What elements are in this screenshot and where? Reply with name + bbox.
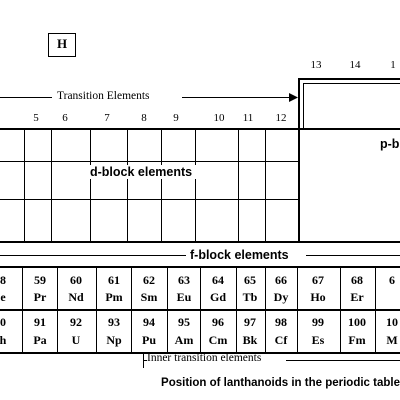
element-number: 65: [244, 273, 256, 287]
element-number: 6: [389, 273, 395, 287]
f-block-col-line: [22, 268, 23, 352]
inner-transition-label: Inner transition elements: [147, 352, 262, 364]
d-grid-row-line: [0, 161, 298, 162]
element-symbol: Nd: [68, 290, 84, 304]
transition-elements-label: Transition Elements: [57, 90, 150, 102]
d-grid-col-line: [51, 130, 52, 241]
element-number: 94: [143, 315, 155, 329]
inner-transition-line-right: [286, 360, 400, 361]
element-symbol: Am: [174, 333, 194, 347]
f-block-line-left: [0, 255, 186, 256]
inner-transition-tick-left: [143, 354, 144, 368]
element-symbol: Bk: [242, 333, 258, 347]
f-block-col-line: [167, 268, 168, 352]
d-block-label: d-block elements: [86, 165, 196, 179]
element-number: 0: [0, 315, 6, 329]
figure-caption: Position of lanthanoids in the periodic table: [161, 377, 400, 389]
f-block-col-line: [200, 268, 201, 352]
element-number: 99: [312, 315, 324, 329]
d-grid-col-line: [195, 130, 196, 241]
element-number: 66: [275, 273, 287, 287]
hydrogen-symbol: H: [56, 36, 68, 51]
element-number: 100: [348, 315, 366, 329]
element-symbol: Ho: [310, 290, 326, 304]
f-block-col-line: [340, 268, 341, 352]
element-number: 62: [143, 273, 155, 287]
f-block-label: f-block elements: [190, 248, 289, 262]
group-number-10: 10: [213, 112, 225, 124]
element-number: 98: [275, 315, 287, 329]
element-number: 60: [70, 273, 82, 287]
p-block-separator: [298, 128, 400, 130]
element-number: 67: [312, 273, 324, 287]
element-symbol: U: [71, 333, 81, 347]
transition-arrow-line-right: [182, 97, 292, 98]
d-grid-row-line: [0, 199, 298, 200]
d-grid-col-line: [161, 130, 162, 241]
group-number-8: 8: [141, 112, 147, 124]
element-number: 92: [70, 315, 82, 329]
element-symbol: Pu: [141, 333, 156, 347]
d-grid-col-line: [265, 130, 266, 241]
element-number: 59: [34, 273, 46, 287]
element-number: 96: [212, 315, 224, 329]
element-symbol: Tb: [242, 290, 258, 304]
element-symbol: Pa: [33, 333, 47, 347]
element-symbol: Pm: [105, 290, 123, 304]
element-symbol: Dy: [273, 290, 289, 304]
element-number: 68: [351, 273, 363, 287]
f-block-col-line: [57, 268, 58, 352]
f-block-col-line: [96, 268, 97, 352]
p-block-label: p-b: [380, 137, 400, 151]
d-grid-col-line: [24, 130, 25, 241]
d-grid-col-line: [127, 130, 128, 241]
element-symbol: h: [0, 333, 7, 347]
f-block-col-line: [297, 268, 298, 352]
group-number-11: 11: [242, 112, 254, 124]
f-block-col-line: [375, 268, 376, 352]
element-number: 91: [34, 315, 46, 329]
element-symbol: Gd: [209, 290, 226, 304]
group-number-5: 5: [33, 112, 39, 124]
element-symbol: Er: [350, 290, 364, 304]
element-number: 10: [386, 315, 398, 329]
element-symbol: Np: [106, 333, 122, 347]
element-symbol: Cm: [208, 333, 228, 347]
element-number: 64: [212, 273, 224, 287]
f-block-col-line: [131, 268, 132, 352]
element-number: 97: [244, 315, 256, 329]
element-symbol: Fm: [348, 333, 366, 347]
element-number: 93: [108, 315, 120, 329]
element-symbol: M: [386, 333, 398, 347]
element-symbol: e: [0, 290, 6, 304]
p-block-inner-line-v: [303, 83, 304, 128]
element-symbol: Sm: [140, 290, 158, 304]
p-block-inner-line: [303, 83, 400, 84]
d-grid-col-line: [238, 130, 239, 241]
element-number: 8: [0, 273, 6, 287]
group-number-13: 13: [310, 59, 322, 71]
group-number-6: 6: [62, 112, 68, 124]
group-number-9: 9: [173, 112, 179, 124]
element-symbol: Eu: [176, 290, 192, 304]
f-block-line-right: [306, 255, 400, 256]
element-number: 63: [178, 273, 190, 287]
p-block-grid: [298, 78, 400, 243]
group-number-1: 1: [390, 59, 396, 71]
transition-arrow-line-left: [0, 97, 52, 98]
group-number-7: 7: [104, 112, 110, 124]
group-number-12: 12: [275, 112, 287, 124]
element-symbol: Cf: [274, 333, 288, 347]
d-block-grid: [0, 128, 300, 243]
group-number-14: 14: [349, 59, 361, 71]
element-number: 61: [108, 273, 120, 287]
element-symbol: Es: [311, 333, 325, 347]
element-symbol: Pr: [33, 290, 47, 304]
d-grid-col-line: [90, 130, 91, 241]
element-number: 95: [178, 315, 190, 329]
